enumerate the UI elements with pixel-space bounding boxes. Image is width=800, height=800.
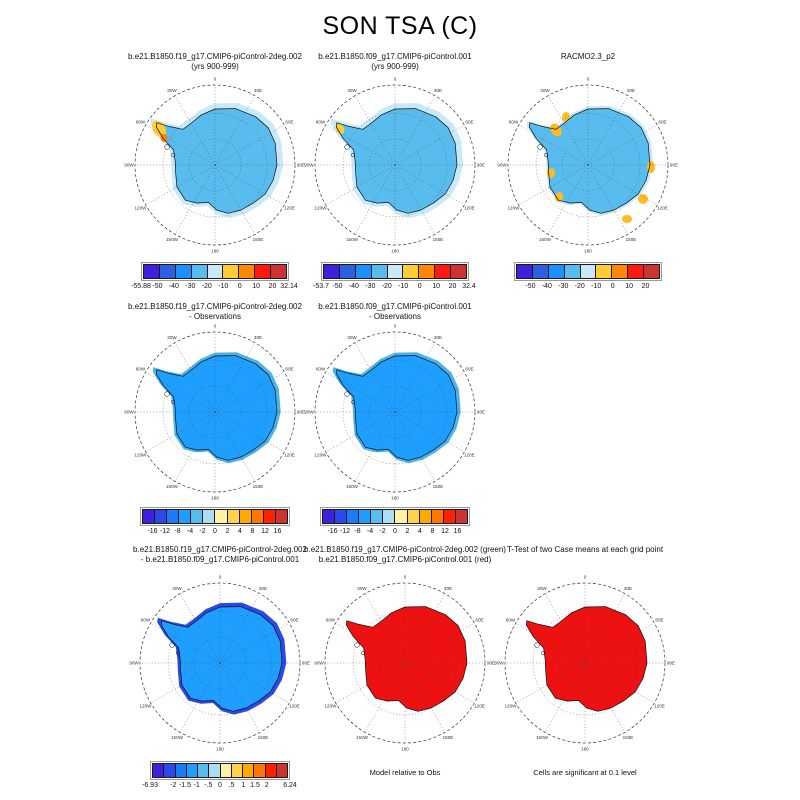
svg-text:90W: 90W	[304, 409, 314, 415]
colorbar-tick-label: 12	[261, 528, 269, 535]
colorbar-4	[140, 507, 290, 547]
colorbar-box	[143, 264, 160, 279]
antarctica-map-6	[128, 571, 312, 755]
colorbar-tick-label: 2	[225, 528, 230, 535]
colorbar-tick-label: 20	[448, 283, 457, 290]
svg-text:60W: 60W	[505, 617, 516, 623]
svg-text:150W: 150W	[170, 735, 184, 741]
colorbar-tick-label: -50	[525, 283, 536, 290]
colorbar-tick-label: -10	[398, 283, 409, 290]
colorbar-box	[580, 264, 597, 279]
map-fills	[157, 603, 286, 715]
svg-text:150W: 150W	[535, 735, 549, 741]
colorbar-box	[339, 264, 356, 279]
svg-text:60W: 60W	[315, 119, 326, 125]
svg-text:0: 0	[393, 76, 397, 82]
colorbar-frame	[320, 507, 470, 526]
svg-text:120E: 120E	[284, 452, 295, 458]
colorbar-tick-label: 10	[625, 283, 634, 290]
colorbar-tick-label: -30	[185, 283, 196, 290]
svg-text:120W: 120W	[314, 205, 327, 211]
colorbar-tick-label: 12	[441, 528, 449, 535]
colorbar-box	[323, 264, 340, 279]
panel-5-title-line2: - Observations	[368, 311, 422, 321]
panel-8-title-line2: T-Test of two Case means at each grid point	[506, 545, 664, 554]
svg-text:90W: 90W	[314, 660, 324, 666]
panel-7-title-line1: b.e21.B1850.f19_g17.CMIP6-piControl-2deg.002 (green)	[304, 545, 506, 554]
colorbar-frame	[514, 262, 662, 281]
colorbar-box	[254, 264, 271, 279]
svg-text:120E: 120E	[654, 703, 665, 709]
svg-text:150W: 150W	[165, 237, 179, 243]
svg-text:150W: 150W	[345, 237, 359, 243]
colorbar-tick-label: 4	[418, 528, 422, 535]
colorbar-tick-label: -12	[159, 528, 171, 535]
colorbar-tick-label: -4	[366, 528, 374, 535]
svg-text:30E: 30E	[258, 586, 268, 592]
colorbar-tick-label: 16	[273, 528, 282, 535]
colorbar-box	[371, 264, 388, 279]
colorbar-2	[313, 262, 476, 302]
antarctica-map-1	[123, 73, 307, 257]
panel-1-title-line1: b.e21.B1850.f19_g17.CMIP6-piControl-2deg.002	[128, 52, 302, 61]
colorbar-tick-label: -16	[327, 528, 338, 535]
panel-8-title	[507, 545, 663, 555]
colorbar-tick-label: -6.93	[142, 782, 158, 789]
svg-text:120W: 120W	[314, 452, 327, 458]
colorbar-frame	[321, 262, 469, 281]
svg-text:30W: 30W	[347, 335, 357, 341]
svg-text:60W: 60W	[508, 119, 519, 125]
svg-text:90W: 90W	[494, 660, 504, 666]
svg-text:0: 0	[586, 76, 590, 82]
colorbar-tick-label: -10	[218, 283, 229, 290]
svg-text:30W: 30W	[540, 88, 550, 94]
caption-significance: Cells are significant at 0.1 level	[533, 768, 637, 777]
colorbar-tick-label: -8	[354, 528, 361, 535]
colorbar-tick-label: -10	[591, 283, 602, 290]
colorbar-tick-label: 2	[405, 528, 410, 535]
map-fills	[526, 607, 647, 712]
svg-text:0: 0	[393, 323, 397, 329]
colorbar-box	[548, 264, 565, 279]
colorbar-tick-label: -8	[174, 528, 181, 535]
svg-text:90E: 90E	[486, 660, 496, 666]
svg-text:0: 0	[218, 574, 222, 580]
colorbar-box	[222, 264, 239, 279]
colorbar-frame	[140, 507, 290, 526]
svg-text:120W: 120W	[139, 703, 152, 709]
svg-text:60E: 60E	[658, 119, 667, 125]
svg-text:60W: 60W	[315, 366, 326, 372]
svg-text:90W: 90W	[124, 409, 134, 415]
colorbar-tick-label: -30	[365, 283, 376, 290]
svg-text:30E: 30E	[253, 88, 263, 94]
panel-3-title-line2: RACMO2.3_p2	[560, 52, 616, 61]
svg-text:30E: 30E	[443, 586, 453, 592]
svg-text:150E: 150E	[252, 237, 264, 243]
map-fills	[149, 103, 283, 218]
svg-text:150W: 150W	[165, 484, 179, 490]
panel-4-title	[128, 302, 302, 321]
svg-text:60E: 60E	[290, 617, 299, 623]
colorbar-5	[320, 507, 470, 547]
svg-text:120W: 120W	[134, 452, 147, 458]
svg-text:60E: 60E	[285, 366, 294, 372]
panel-2-title	[318, 52, 471, 71]
svg-text:0: 0	[403, 574, 407, 580]
colorbar-box	[418, 264, 435, 279]
svg-text:30E: 30E	[626, 88, 636, 94]
colorbar-tick-label: -.5	[204, 782, 213, 789]
panel-7-title-line2: b.e21.B1850.f09_g17.CMIP6-piControl.001 (red)	[318, 554, 492, 564]
svg-text:30E: 30E	[433, 88, 443, 94]
colorbar-tick-label: 0	[237, 283, 242, 290]
svg-text:30E: 30E	[253, 335, 263, 341]
svg-text:30W: 30W	[347, 88, 357, 94]
colorbar-box	[276, 763, 288, 778]
svg-text:30W: 30W	[167, 335, 177, 341]
svg-text:90E: 90E	[476, 409, 486, 415]
svg-text:90E: 90E	[296, 409, 306, 415]
panel-5-title	[318, 302, 471, 321]
colorbar-tick-label: 20	[268, 283, 277, 290]
svg-text:150E: 150E	[622, 735, 634, 741]
panel-2-title-line2: (yrs 900-999)	[371, 61, 419, 71]
colorbar-tick-label: 32.14	[280, 283, 298, 290]
colorbar-box	[595, 264, 612, 279]
colorbar-tick-label: -30	[558, 283, 569, 290]
panel-6-title	[133, 545, 307, 564]
svg-text:90W: 90W	[124, 162, 134, 168]
colorbar-box	[238, 264, 255, 279]
map-fills	[346, 607, 467, 715]
colorbar-tick-label: 20	[641, 283, 650, 290]
panel-6-title-line1: b.e21.B1850.f19_g17.CMIP6-piControl-2deg.002	[133, 545, 307, 554]
colorbar-box	[275, 509, 288, 524]
svg-text:120W: 120W	[324, 703, 337, 709]
svg-text:120E: 120E	[464, 452, 475, 458]
colorbar-box	[159, 264, 176, 279]
svg-text:180: 180	[211, 248, 219, 254]
colorbar-box	[270, 264, 287, 279]
colorbar-6	[142, 761, 297, 800]
svg-text:60E: 60E	[465, 366, 474, 372]
colorbar-tick-label: -40	[541, 283, 552, 290]
svg-text:0: 0	[583, 574, 587, 580]
colorbar-1	[131, 262, 298, 302]
colorbar-tick-label: -2	[379, 528, 386, 535]
colorbar-tick-label: -55.88	[131, 283, 151, 290]
svg-text:120E: 120E	[289, 703, 300, 709]
svg-text:150E: 150E	[252, 484, 264, 490]
svg-text:90E: 90E	[296, 162, 306, 168]
svg-text:30W: 30W	[167, 88, 177, 94]
map-fills	[330, 103, 463, 218]
colorbar-tick-label: 1.5	[250, 782, 260, 789]
colorbar-tick-label: 0	[218, 782, 222, 789]
svg-text:90W: 90W	[304, 162, 314, 168]
svg-text:120W: 120W	[504, 703, 517, 709]
svg-text:30E: 30E	[433, 335, 443, 341]
colorbar-box	[627, 264, 644, 279]
panel-1-title	[128, 52, 302, 71]
svg-text:120E: 120E	[464, 205, 475, 211]
panel-4-title-line2: - Observations	[188, 311, 242, 321]
svg-text:60W: 60W	[135, 366, 146, 372]
svg-text:180: 180	[211, 495, 219, 501]
colorbar-box	[516, 264, 533, 279]
svg-text:30W: 30W	[357, 586, 367, 592]
colorbar-tick-label: -20	[574, 283, 585, 290]
colorbar-tick-label: -1	[193, 782, 200, 789]
svg-text:0: 0	[213, 323, 217, 329]
svg-text:60W: 60W	[140, 617, 151, 623]
svg-text:180: 180	[401, 746, 409, 752]
colorbar-box	[564, 264, 581, 279]
svg-text:90W: 90W	[129, 660, 139, 666]
colorbar-tick-label: -50	[152, 283, 163, 290]
svg-text:180: 180	[391, 495, 399, 501]
svg-text:120W: 120W	[134, 205, 147, 211]
svg-text:60W: 60W	[135, 119, 146, 125]
colorbar-tick-label: -16	[147, 528, 158, 535]
svg-text:150E: 150E	[625, 237, 637, 243]
colorbar-tick-label: -2	[170, 782, 177, 789]
colorbar-box	[434, 264, 451, 279]
colorbar-tick-label: -40	[168, 283, 179, 290]
svg-text:180: 180	[391, 248, 399, 254]
svg-text:90W: 90W	[497, 162, 507, 168]
svg-text:180: 180	[216, 746, 224, 752]
svg-text:180: 180	[584, 248, 592, 254]
panel-4-title-line1: b.e21.B1850.f19_g17.CMIP6-piControl-2deg.002	[128, 302, 302, 311]
antarctica-map-4	[123, 320, 307, 504]
svg-text:60E: 60E	[655, 617, 664, 623]
colorbar-tick-label: -20	[381, 283, 392, 290]
colorbar-box	[532, 264, 549, 279]
svg-text:60E: 60E	[285, 119, 294, 125]
colorbar-tick-label: -50	[332, 283, 343, 290]
antarctica-map-5	[303, 320, 487, 504]
svg-text:150E: 150E	[442, 735, 454, 741]
colorbar-box	[191, 264, 208, 279]
svg-text:30E: 30E	[623, 586, 633, 592]
colorbar-tick-label: 4	[238, 528, 242, 535]
colorbar-tick-label: 8	[250, 528, 255, 535]
svg-text:150E: 150E	[432, 484, 444, 490]
colorbar-tick-label: 1	[241, 782, 246, 789]
colorbar-tick-label: 0	[610, 283, 615, 290]
antarctica-map-7	[313, 571, 497, 755]
colorbar-tick-label: 10	[432, 283, 441, 290]
svg-text:0: 0	[213, 76, 217, 82]
colorbar-box	[207, 264, 224, 279]
svg-text:150E: 150E	[257, 735, 269, 741]
antarctica-map-3	[496, 73, 680, 257]
svg-text:30W: 30W	[172, 586, 182, 592]
colorbar-tick-label: 2	[264, 782, 269, 789]
panel-6-title-line2: - b.e21.B1850.f09_g17.CMIP6-piControl.001	[140, 554, 300, 564]
svg-text:150W: 150W	[538, 237, 552, 243]
panel-1-title-line2: (yrs 900-999)	[191, 61, 239, 71]
svg-text:60E: 60E	[465, 119, 474, 125]
svg-text:150W: 150W	[345, 484, 359, 490]
colorbar-tick-label: -2	[199, 528, 206, 535]
svg-text:150E: 150E	[432, 237, 444, 243]
colorbar-frame	[141, 262, 289, 281]
colorbar-tick-label: -40	[348, 283, 359, 290]
svg-text:150W: 150W	[355, 735, 369, 741]
colorbar-tick-label: 6.24	[283, 782, 297, 789]
colorbar-tick-label: -4	[186, 528, 194, 535]
colorbar-tick-label: 0	[393, 528, 397, 535]
figure-title: SON TSA (C)	[322, 12, 478, 40]
colorbar-tick-label: -1.5	[178, 782, 192, 789]
colorbar-box	[402, 264, 419, 279]
colorbar-tick-label: 32.4	[462, 283, 476, 290]
svg-text:120W: 120W	[507, 205, 520, 211]
colorbar-tick-label: .5	[228, 782, 235, 789]
svg-text:120E: 120E	[284, 205, 295, 211]
panel-5-title-line1: b.e21.B1850.f09_g17.CMIP6-piControl.001	[318, 302, 472, 311]
svg-text:180: 180	[581, 746, 589, 752]
antarctica-map-2	[303, 73, 487, 257]
colorbar-box	[455, 509, 468, 524]
colorbar-box	[643, 264, 660, 279]
colorbar-3	[514, 262, 662, 302]
colorbar-box	[355, 264, 372, 279]
colorbar-box	[611, 264, 628, 279]
panel-7-title	[304, 545, 506, 564]
antarctica-map-8	[493, 571, 677, 755]
svg-text:60E: 60E	[475, 617, 484, 623]
caption-model-relative: Model relative to Obs	[369, 768, 441, 777]
colorbar-frame	[150, 761, 290, 780]
svg-text:90E: 90E	[301, 660, 311, 666]
colorbar-tick-label: -20	[201, 283, 212, 290]
svg-text:30W: 30W	[537, 586, 547, 592]
colorbar-tick-label: 0	[213, 528, 217, 535]
colorbar-box	[450, 264, 467, 279]
colorbar-box	[387, 264, 404, 279]
map-fills	[153, 352, 281, 468]
colorbar-tick-label: 8	[430, 528, 435, 535]
svg-text:120E: 120E	[474, 703, 485, 709]
colorbar-tick-label: -12	[339, 528, 351, 535]
colorbar-box	[175, 264, 192, 279]
svg-text:90E: 90E	[666, 660, 676, 666]
svg-text:120E: 120E	[657, 205, 668, 211]
svg-text:60W: 60W	[325, 617, 336, 623]
colorbar-tick-label: 10	[252, 283, 261, 290]
panel-2-title-line1: b.e21.B1850.f09_g17.CMIP6-piControl.001	[318, 52, 472, 61]
colorbar-tick-label: 16	[453, 528, 462, 535]
svg-text:90E: 90E	[476, 162, 486, 168]
colorbar-tick-label: 0	[417, 283, 422, 290]
panel-3-title	[561, 52, 615, 62]
svg-text:90E: 90E	[669, 162, 679, 168]
colorbar-tick-label: -53.7	[313, 283, 329, 290]
